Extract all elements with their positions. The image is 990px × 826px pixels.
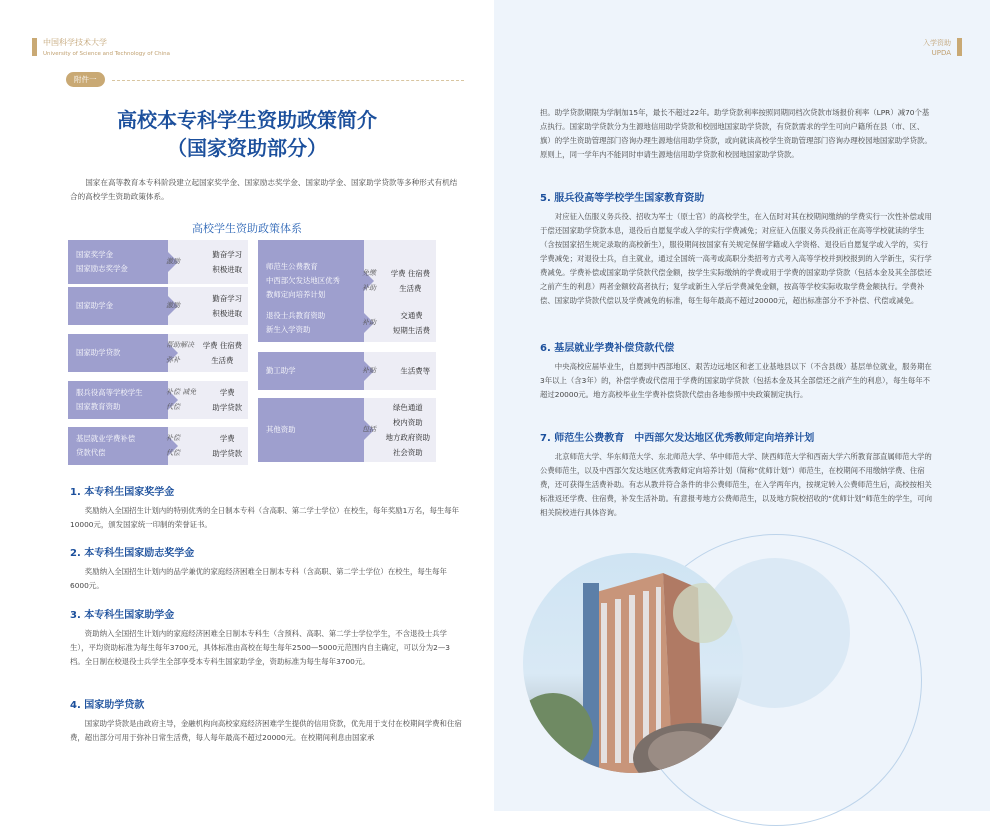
policy-coverage — [203, 338, 242, 368]
divider — [112, 80, 464, 81]
section-5 — [540, 192, 934, 308]
header-en: University of Science and Technology of China — [43, 51, 171, 57]
left-policy-block — [68, 334, 248, 372]
policy-coverage — [391, 266, 430, 296]
header-cn: 中国科学技术大学 — [43, 38, 107, 47]
action-text: 帮助解决 — [166, 341, 194, 349]
coverage-item: 助学贷款 — [212, 403, 242, 412]
policy-name-line: 基层就业学费补偿 — [76, 434, 136, 443]
policy-name-line: 其他资助 — [266, 425, 296, 434]
section-7 — [540, 432, 934, 520]
policy-action — [166, 338, 194, 368]
action-text: 补偿 — [166, 434, 180, 442]
policy-name — [68, 240, 168, 284]
section-title: 6. 基层就业学费补偿贷款代偿 — [540, 343, 675, 354]
section-title: 3. 本专科生国家助学金 — [70, 610, 175, 621]
coverage-item: 校内资助 — [393, 418, 423, 427]
section-6 — [540, 342, 934, 402]
title-line-1: 高校本专科学生资助政策简介 — [117, 108, 377, 132]
policy-name-line: 国家励志奖学金 — [76, 264, 128, 273]
policy-action — [166, 299, 180, 314]
section-title: 2. 本专科生国家励志奖学金 — [70, 548, 195, 559]
coverage-item: 交通费 — [400, 311, 423, 320]
action-text: 免缴 — [362, 269, 376, 277]
action-text: 激励 — [166, 301, 180, 310]
section-2 — [70, 547, 462, 593]
policy-name — [258, 304, 364, 342]
annex-label: 附件一 — [66, 72, 105, 87]
right-header — [923, 38, 962, 58]
policy-action — [166, 431, 180, 461]
policy-action — [362, 316, 376, 331]
action-text: 包括 — [362, 425, 376, 434]
coverage-item: 积极进取 — [212, 309, 242, 318]
policy-name-line: 师范生公费教育 — [266, 262, 318, 271]
coverage-item: 生活费等 — [400, 366, 430, 376]
right-policy-block — [258, 352, 436, 390]
policy-name-line: 国家助学金 — [76, 301, 113, 310]
coverage-item: 积极进取 — [212, 265, 242, 274]
coverage-item: 短期生活费 — [393, 326, 430, 335]
policy-name — [68, 334, 168, 372]
action-text: 代偿 — [166, 449, 180, 457]
policy-coverage — [212, 385, 242, 415]
right-policy-block — [258, 398, 436, 462]
intro-paragraph: 国家在高等教育本专科阶段建立起国家奖学金、国家励志奖学金、国家助学金、国家助学贷款等多种形式有机结合的高校学生资助政策体系。 — [70, 178, 458, 201]
policy-coverage — [386, 400, 430, 460]
policy-name-line: 贷款代偿 — [76, 448, 106, 457]
policy-name-line: 中西部欠发达地区优秀 — [266, 276, 340, 285]
coverage-item: 助学贷款 — [212, 449, 242, 458]
action-text: 弥补 — [166, 356, 180, 364]
coverage-item: 地方政府资助 — [385, 433, 430, 442]
policy-name-line: 退役士兵教育资助 — [266, 311, 326, 320]
building-illustration — [523, 553, 743, 773]
section-body: 对应征入伍服义务兵役、招收为军士（原士官）的高校学生，在入伍时对其在校期间缴纳的学费实行一次性补偿或用于偿还国家助学贷款本息，退役后自愿复学或入学的实行学费减免；对应征入伍服义务兵役前正在高等学校就读的学生（含按国家招生规定录取的高校新生），服役期间按国家有关规定保留学籍或入学资格、退役后自愿复学或入学的，实行学费减免；对退役士兵，自主就业，通过全国统一高考或高职分类招考方式考入高等学校并到校报到的入学新生，实行学费减免。学费补偿或国家助学贷款代偿金额，按学生实际缴纳的学费或用于学费的国家助学贷款（包括本金及其全部偿还之前产生的利息）两者金额较高者执行；复学或新生入学后学费减免金额，按高等学校实际收取学费金额执行。学费补偿、国家助学贷款代偿以及学费减免的标准，每生每年最高不超过20000元，超出标准部分不予补偿、代偿或减免。 — [540, 212, 932, 305]
section-body: 奖励纳入全国招生计划内的品学兼优的家庭经济困难全日制本专科（含高职、第二学士学位）在校生，每生每年6000元。 — [70, 567, 447, 590]
coverage-item: 学费 住宿费 — [390, 269, 430, 278]
coverage-item: 生活费 — [399, 284, 422, 293]
policy-coverage — [393, 308, 430, 338]
policy-coverage — [212, 431, 242, 461]
coverage-item: 绿色通道 — [393, 403, 423, 412]
coverage-item: 学费 住宿费 — [202, 341, 242, 350]
policy-name-line: 国家奖学金 — [76, 250, 113, 259]
policy-name-line: 新生入学资助 — [266, 325, 311, 334]
action-text: 补贴 — [362, 366, 376, 375]
coverage-item: 社会资助 — [393, 448, 423, 457]
page-title — [0, 106, 494, 162]
policy-name-line: 国家助学贷款 — [76, 348, 121, 357]
action-text: 代偿 — [166, 403, 180, 411]
policy-name-line: 教师定向培养计划 — [266, 290, 326, 299]
section-body: 资助纳入全国招生计划内的家庭经济困难全日制本专科生（含预科、高职、第二学士学位学生，不含退役士兵学生），平均资助标准为每生每年3700元，具体标准由高校在每生每年2500—5000元范围内自主确定，可以分为2—3档。全日制在校退役士兵学生全部享受本专科生国家助学金，资助标准为每生每年3700元。 — [70, 629, 450, 666]
section-body: 国家助学贷款是由政府主导，金融机构向高校家庭经济困难学生提供的信用贷款，优先用于支付在校期间学费和住宿费，超出部分可用于弥补日常生活费，每人每年最高不超过20000元。在校期间利息由国家承 — [70, 719, 462, 742]
policy-action — [166, 385, 196, 415]
policy-name — [68, 287, 168, 325]
policy-name — [68, 427, 168, 465]
policy-name — [68, 381, 168, 419]
policy-name-line: 勤工助学 — [266, 366, 296, 375]
header-mark — [957, 38, 962, 56]
section-body: 北京师范大学、华东师范大学、东北师范大学、华中师范大学、陕西师范大学和西南大学六所教育部直属师范大学的公费师范生，以及中西部欠发达地区优秀教师定向培养计划（简称“优师计划”）师范生，在校期间不用缴纳学费、住宿费，还可获得生活费补助。有志从教并符合条件的非公费师范生，在入学两年内，按规定转入公费师范生后，高校按相关标准返还学费、住宿费，补发生活补助。有意报考地方公费师范生，以及地方院校招收的“优师计划”师范生的学生，可向相关院校进行具体咨询。 — [540, 452, 932, 517]
policy-name — [258, 398, 364, 462]
section-body: 奖励纳入全国招生计划内的特别优秀的全日制本专科（含高职、第二学士学位）在校生，每年奖励1万名，每生每年10000元，颁发国家统一印制的荣誉证书。 — [70, 506, 460, 529]
section-title: 7. 师范生公费教育 中西部欠发达地区优秀教师定向培养计划 — [540, 433, 815, 444]
header-mark — [32, 38, 37, 56]
building-photo — [523, 553, 743, 773]
left-policy-block — [68, 381, 248, 419]
coverage-item: 勤奋学习 — [212, 294, 242, 303]
header-en: UPDA — [931, 49, 951, 57]
title-line-2: （国家资助部分） — [167, 136, 327, 160]
section-1 — [70, 486, 462, 532]
policy-coverage — [400, 364, 430, 379]
section-4 — [70, 699, 462, 745]
policy-action — [362, 266, 376, 296]
right-policy-block — [258, 304, 436, 342]
policy-name — [258, 352, 364, 390]
left-policy-block — [68, 240, 248, 284]
action-text: 补助 — [362, 284, 376, 292]
coverage-item: 生活费 — [211, 356, 234, 365]
policy-coverage — [212, 247, 242, 277]
loan-continued-paragraph: 担。助学贷款期限为学制加15年，最长不超过22年。助学贷款利率按照同期同档次贷款市场报价利率（LPR）减70个基点执行。国家助学贷款分为生源地信用助学贷款和校园地国家助学贷款，有贷款需求的学生可向户籍所在县（市、区、旗）的学生资助管理部门咨询办理生源地信用助学贷款，或向就读高校学生资助管理部门咨询办理校园地国家助学贷款。原则上，同一学年内不能同时申请生源地信用助学贷款和校园地国家助学贷款。 — [540, 108, 932, 159]
action-text: 补偿 减免 — [166, 388, 197, 396]
coverage-item: 勤奋学习 — [212, 250, 242, 259]
policy-action — [166, 255, 180, 270]
left-header — [32, 38, 170, 59]
policy-action — [362, 364, 376, 379]
coverage-item: 学费 — [219, 434, 235, 443]
policy-action — [362, 423, 376, 438]
section-body: 中央高校应届毕业生，自愿到中西部地区、艰苦边远地区和老工业基地县以下（不含县级）基层单位就业，服务期在3年以上（含3年）的，补偿学费或代偿用于学费的国家助学贷款（包括本金及其全部偿还之前产生的利息），每生每年不超过20000元。地方高校毕业生学费补偿贷款代偿由各地参照中央政策制定执行。 — [540, 362, 932, 399]
action-text: 激励 — [166, 257, 180, 266]
section-title: 1. 本专科生国家奖学金 — [70, 487, 175, 498]
header-cn: 入学资助 — [923, 39, 951, 47]
policy-name-line: 国家教育资助 — [76, 402, 121, 411]
policy-name-line: 服兵役高等学校学生 — [76, 388, 143, 397]
section-title: 4. 国家助学贷款 — [70, 700, 145, 711]
action-text: 补助 — [362, 318, 376, 327]
policy-coverage — [212, 291, 242, 321]
left-policy-block — [68, 427, 248, 465]
coverage-item: 学费 — [219, 388, 235, 397]
section-3 — [70, 609, 462, 669]
section-title: 5. 服兵役高等学校学生国家教育资助 — [540, 193, 705, 204]
system-title: 高校学生资助政策体系 — [192, 222, 302, 235]
left-policy-block — [68, 287, 248, 325]
